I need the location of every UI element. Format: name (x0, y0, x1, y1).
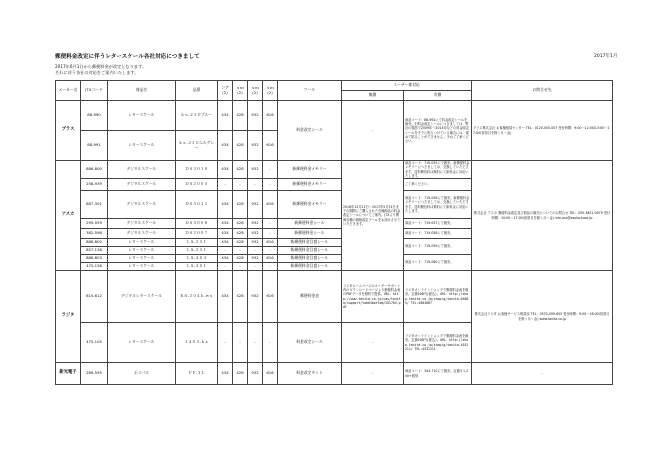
model-number: １４０３-ｋｓ (176, 323, 218, 363)
intro-text (55, 64, 146, 76)
jtx-code: 382-598 (81, 229, 108, 239)
paid-support-cell: ラジタオンラインショップで郵便料金表を販売。定価100円(税込)。URL：http://shop.tanita.co.jp/shop/g/tanita-4531211/ TEL:4531211 (404, 323, 472, 363)
product-name: デジタルスケール (108, 191, 176, 219)
intro-line-2: それに伴う各社の対応をご案内いたします。 (55, 70, 139, 76)
value-cell: 428 (233, 363, 248, 385)
product-name: デジタルスケール (108, 161, 176, 179)
jtx-code: 88-990 (81, 101, 108, 131)
maker-cell: ラジタ (56, 271, 81, 363)
page-title: 郵便料金改定に伴うレタースケール各社対応につきまして (55, 54, 200, 60)
header-paid: 有償 (404, 91, 472, 101)
model-number: ＤＳ２００５ (176, 179, 218, 191)
value-cell: 932 (248, 191, 263, 219)
product-name: レタースケール (108, 239, 176, 247)
tool-cell: 料金改定キット (278, 363, 342, 385)
model-number: ＬＳ-２５１ (176, 239, 218, 247)
value-cell: 428 (233, 271, 248, 323)
value-cell: 932 (248, 271, 263, 323)
value-cell: 616 (263, 101, 278, 131)
model-number: ＬＳ-３０１ (176, 263, 218, 271)
value-cell: 428 (233, 131, 248, 161)
value-cell: - (233, 263, 248, 271)
maker-cell: アスカ (56, 161, 81, 271)
tool-cell: 新郵便料金メモリー (278, 179, 342, 191)
value-cell: 932 (248, 239, 263, 247)
contact-cell: 株式会社 アスカ 郵便料金改定及び商品の販売についてのお問合せ TEL：050-3821-0979 受付時間：10:00～17:00(祝祭日を除く月～金) info-asc@asuka-kasa.jp (472, 161, 613, 271)
contact-cell: - (472, 363, 613, 385)
value-cell: 434 (218, 229, 233, 239)
model-number: ＰＦ-３Ｌ (176, 363, 218, 385)
jtx-code: 815-612 (81, 271, 108, 323)
jtx-code: 475-158 (81, 263, 108, 271)
value-cell: 932 (248, 363, 263, 385)
header-col-1: コア(2) (218, 81, 233, 101)
value-cell: - (263, 161, 278, 179)
header-col-4: ｓｍ(2) (263, 81, 278, 101)
paid-support-cell: 商品コード：719-060にて販売。 (404, 255, 472, 271)
model-number: ＫＳ-２０４ｋ-ｗｓ (176, 271, 218, 323)
value-cell: - (263, 219, 278, 229)
value-cell: 932 (248, 219, 263, 229)
product-name: レタースケール (108, 101, 176, 131)
product-name: レタースケール (108, 255, 176, 263)
value-cell: - (248, 323, 263, 363)
value-cell: - (263, 247, 278, 255)
value-cell: 616 (263, 131, 278, 161)
header-free: 無償 (342, 91, 404, 101)
value-cell: 428 (233, 255, 248, 263)
value-cell: 434 (218, 239, 233, 247)
paid-support-cell: 商品コード：88-992にて料金改定シールを販売。旧料金改定シールにつきましては、弊社の製品で2009年～2014年などの料金改定シールをすでに貼りつけている場合には、重ねて貼ることができません。予めご了承ください。 (404, 101, 472, 161)
value-cell: 616 (263, 271, 278, 323)
value-cell: - (263, 229, 278, 239)
value-cell: 616 (263, 363, 278, 385)
paid-support-cell: 商品コード：719-056にて販売。新郵便料金メモリーにつきましては、交換していただきます。送料梱包料は無料にて新料金に対応いたします。 (404, 191, 472, 219)
value-cell: 434 (218, 271, 233, 323)
value-cell: - (233, 179, 248, 191)
value-cell: - (263, 323, 278, 363)
header-jtx-code: JTXコード (81, 81, 108, 101)
free-support-cell: - (342, 101, 404, 161)
product-name: デジタルスケール (108, 229, 176, 239)
value-cell: 434 (218, 191, 233, 219)
value-cell: 428 (233, 219, 248, 229)
scale-support-table (55, 80, 613, 385)
model-number: ＤＳ２００７ (176, 229, 218, 239)
tool-cell: 新郵便料金メモリー (278, 191, 342, 219)
value-cell: 434 (218, 255, 233, 263)
model-number: ＤＳ３０１０ (176, 161, 218, 179)
value-cell: 434 (218, 161, 233, 179)
value-cell: - (218, 323, 233, 363)
value-cell: - (248, 179, 263, 191)
value-cell: - (263, 179, 278, 191)
product-name: ポスパル (108, 363, 176, 385)
free-support-cell: 2016年12月22日～2017年5月31日までの期間にご購入された各種商品の料金改定シールについてご案内。JTXより関係各種の価格改定ツールをお届けさせていただきます。 (342, 161, 404, 271)
issue-date: 2017年1月 (594, 54, 618, 59)
value-cell: 932 (248, 161, 263, 179)
free-support-cell: - (342, 323, 404, 363)
jtx-code: 88-991 (81, 131, 108, 161)
product-name: デジタルスケール (108, 179, 176, 191)
value-cell: 616 (263, 239, 278, 247)
free-support-cell: ラジタホームページのユーザーサポート内のダウンロードページより郵便料金表のPDFデータを無料で提供。URL：http://www.tanita.co.jp/cms/tanita/support/tab64bottom/201705.pdf (342, 271, 404, 323)
value-cell: 428 (233, 101, 248, 131)
product-name: デジタルレタースケール (108, 271, 176, 323)
value-cell: - (248, 247, 263, 255)
table-row (56, 271, 613, 323)
model-number: ｋｓ-２２０ブルー (176, 101, 218, 131)
product-name: レタースケール (108, 247, 176, 255)
header-col-3: ｓｍ(2) (248, 81, 263, 101)
header-model: 品番 (176, 81, 218, 101)
free-support-cell: - (342, 363, 404, 385)
header-product: 商品名 (108, 81, 176, 101)
tool-cell: 新郵便料金目盛シール (278, 255, 342, 263)
value-cell: 932 (248, 229, 263, 239)
model-number: ＤＳ５０１１ (176, 191, 218, 219)
paid-support-cell: 商品コード：719-058にて販売。 (404, 229, 472, 239)
tool-cell: 新郵便料金メモリー (278, 161, 342, 179)
paid-support-cell: 商品コード：719-057にて販売。 (404, 219, 472, 229)
value-cell: 932 (248, 131, 263, 161)
value-cell: 434 (218, 219, 233, 229)
jtx-code: 857-138 (81, 247, 108, 255)
header-tool: ツール (278, 81, 342, 101)
header-col-2: ｓｍ(2) (233, 81, 248, 101)
paid-support-cell: 商品コード：719-055にて販売。新郵便料金メモリーにつきましては、交換していただきます。送料梱包料は無料にて新料金に対応いたします。 (404, 161, 472, 179)
jtx-code: 886-800 (81, 161, 108, 179)
maker-cell: 新光電子 (56, 363, 81, 385)
tool-cell: 郵便料金表 (278, 271, 342, 323)
jtx-code: 886-802 (81, 239, 108, 247)
jtx-code: 258-939 (81, 179, 108, 191)
value-cell: 428 (233, 191, 248, 219)
tool-cell: 新郵便料金シール (278, 219, 342, 229)
table-row (56, 363, 613, 385)
jtx-code: 289-595 (81, 363, 108, 385)
value-cell: 932 (248, 255, 263, 263)
tool-cell: 料金改定シール (278, 101, 342, 161)
tool-cell: 新郵便料金シール (278, 229, 342, 239)
value-cell: - (218, 263, 233, 271)
value-cell: 428 (233, 229, 248, 239)
tool-cell: 料金改定シール (278, 323, 342, 363)
value-cell: 616 (263, 255, 278, 263)
header-contact: お問合せ先 (472, 81, 613, 101)
value-cell: 434 (218, 101, 233, 131)
model-number: ＬＳ-４０３ (176, 255, 218, 263)
jtx-code: 886-803 (81, 255, 108, 263)
header-user-support: ユーザー様対応 (342, 81, 472, 91)
value-cell: 434 (218, 131, 233, 161)
table-row (56, 101, 613, 131)
value-cell: - (218, 179, 233, 191)
jtx-code: 475-105 (81, 323, 108, 363)
tool-cell: 新郵便料金目盛シール (278, 247, 342, 255)
header-maker: メーカー名 (56, 81, 81, 101)
value-cell: 434 (218, 363, 233, 385)
value-cell: - (248, 263, 263, 271)
value-cell: - (233, 247, 248, 255)
product-name: レタースケール (108, 323, 176, 363)
tool-cell: 新郵便料金目盛シール (278, 239, 342, 247)
value-cell: 428 (233, 239, 248, 247)
value-cell: 428 (233, 161, 248, 179)
table-row (56, 161, 613, 179)
value-cell: - (218, 247, 233, 255)
model-number: ＬＳ-２５１ (176, 247, 218, 255)
tool-cell: 新郵便料金目盛シール (278, 263, 342, 271)
paid-support-cell: 商品コード：344-710にて販売。定価￥1,200+税別 (404, 363, 472, 385)
jtx-code: 887-301 (81, 191, 108, 219)
model-number: ＤＳ５００８ (176, 219, 218, 229)
value-cell: - (233, 323, 248, 363)
contact-cell: 株式会社ラジタ お客様サービス相談室 TEL：0570-099-655 受付時間：9:00～16:00(祝祭日を除く月～金) www.tanita.co.jp (472, 271, 613, 363)
value-cell: 932 (248, 101, 263, 131)
value-cell: - (263, 263, 278, 271)
maker-cell: プラス (56, 101, 81, 161)
intro-line-1: 2017年6月1日から郵便料金が改定となります。 (55, 64, 147, 69)
paid-support-cell: ご了承ください。 (404, 179, 472, 191)
product-name: レタースケール (108, 263, 176, 271)
paid-support-cell: 商品コード：719-059にて販売。 (404, 239, 472, 255)
jtx-code: 295-059 (81, 219, 108, 229)
product-name: デジタルスケール (108, 219, 176, 229)
model-number: ｋｓ-２２０エルグレー (176, 131, 218, 161)
value-cell: 616 (263, 191, 278, 219)
contact-cell: プラス株式会社 お客様相談センター TEL：0120-000-007 受付時間：9:00～12:00/13:00～17:00(祝祭日を除く月～金) (472, 101, 613, 161)
product-name: レタースケール (108, 131, 176, 161)
paid-support-cell: ラジタオンラインショップで郵便料金表を販売。定価100円(税込)。URL：http://shop.tanita.co.jp/shop/g/tanita-04005/ TEL:4004007 (404, 271, 472, 323)
